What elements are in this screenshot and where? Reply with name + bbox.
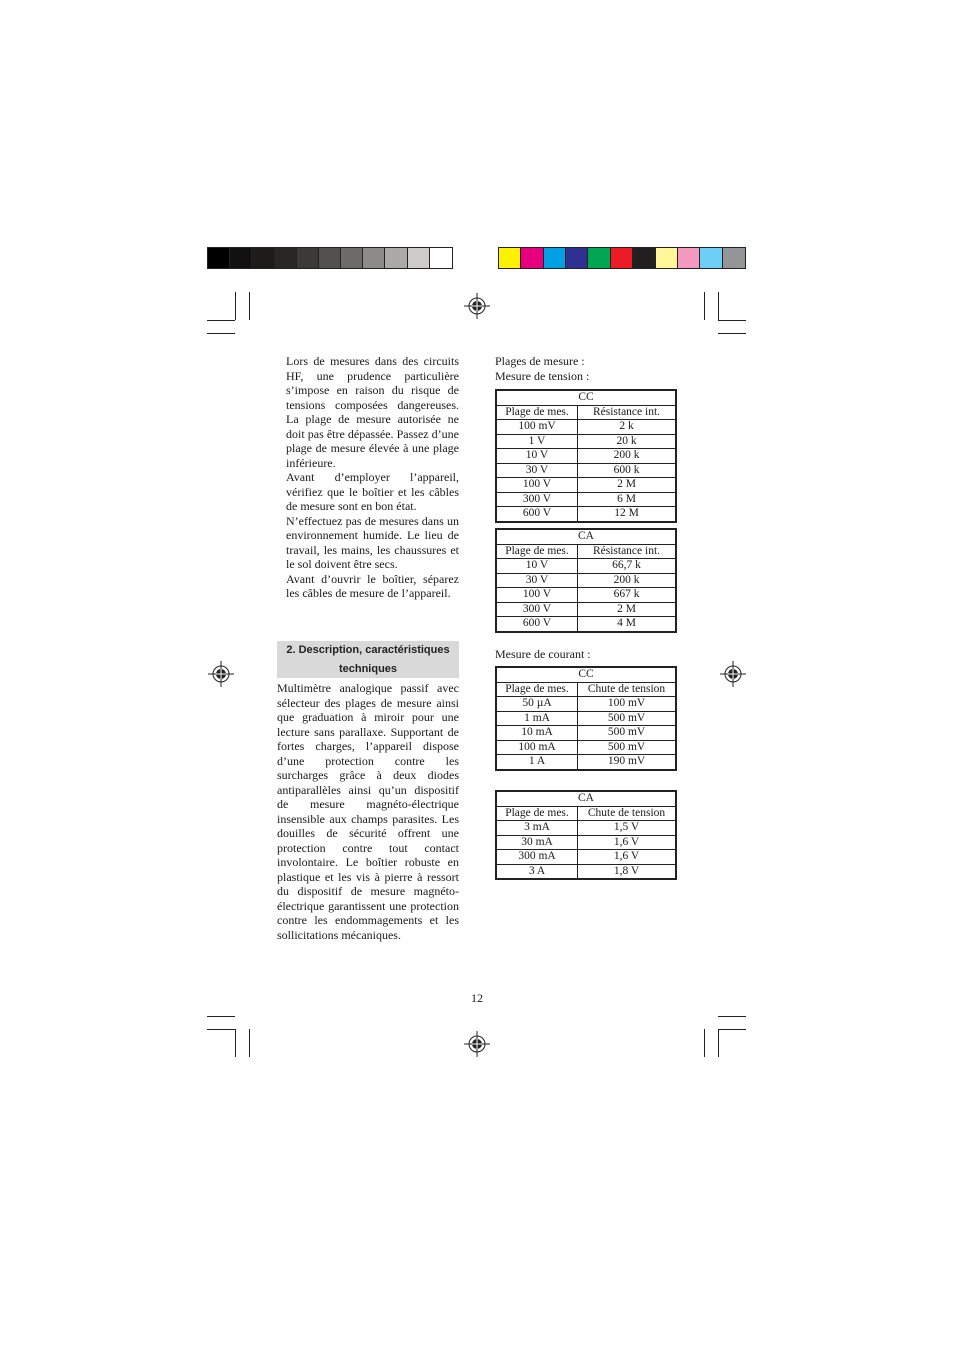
table-row	[496, 559, 676, 574]
table-row	[496, 573, 676, 588]
value-cell: 1,6 V	[578, 850, 677, 865]
value-cell: 667 k	[578, 588, 677, 603]
color-swatch	[363, 248, 385, 268]
crop-mark	[704, 292, 705, 320]
crop-mark	[718, 320, 746, 321]
value-cell: 12 M	[578, 507, 677, 522]
crop-mark	[249, 292, 250, 320]
dc-voltage-table	[495, 389, 677, 523]
column-header: Plage de mes.	[496, 806, 578, 821]
column-header: Chute de tension	[578, 806, 677, 821]
table-row	[496, 602, 676, 617]
table-header-row	[496, 544, 676, 559]
registration-target-icon	[464, 293, 490, 319]
paragraph: Multimètre analogique passif avec sélecteur des plages de mesure ainsi que graduation à miroir pour une lecture sans parallaxe. Supportant de fortes charges, l’appareil dispose d’une protection contre les surcharges grâce à deux diodes antiparallèles ainsi qu’un dispositif de mesure magnéto-électrique insensible aux champs parasites. Les douilles de sécurité offrent une protection contre tout contact involontaire. Le boîtier robuste en plastique et les vis à pierre à ressort du dispositif de mesure magnéto-électrique garantissent une protection contre les endommagements et les sollicitations mécaniques.	[277, 681, 459, 942]
safety-instructions	[286, 354, 459, 601]
ac-voltage-table	[495, 528, 677, 633]
table-title: CA	[496, 529, 676, 544]
crop-mark	[249, 1029, 250, 1057]
paragraph: Avant d’ouvrir le boîtier, séparez les câbles de mesure de l’appareil.	[286, 571, 459, 600]
table-row	[496, 850, 676, 865]
page-number: 12	[471, 991, 483, 1005]
color-calibration-bar	[498, 247, 746, 269]
table-row	[496, 697, 676, 712]
value-cell: 100 mV	[578, 697, 677, 712]
paragraph: N’effectuez pas de mesures dans un environnement humide. Le lieu de travail, les mains, les chaussures et le sol doivent être secs.	[286, 513, 459, 571]
range-cell: 1 mA	[496, 711, 578, 726]
range-cell: 100 mA	[496, 740, 578, 755]
color-swatch	[723, 248, 745, 268]
column-header: Plage de mes.	[496, 544, 578, 559]
table-row	[496, 507, 676, 522]
registration-target-icon	[208, 661, 234, 687]
value-cell: 200 k	[578, 449, 677, 464]
color-swatch	[297, 248, 319, 268]
color-swatch	[319, 248, 341, 268]
crop-mark	[235, 292, 236, 320]
crop-mark	[718, 292, 719, 320]
crop-mark	[235, 1029, 236, 1057]
color-swatch	[275, 248, 297, 268]
value-cell: 500 mV	[578, 711, 677, 726]
value-cell: 1,8 V	[578, 864, 677, 879]
value-cell: 500 mV	[578, 740, 677, 755]
range-cell: 300 V	[496, 492, 578, 507]
crop-mark	[704, 1029, 705, 1057]
color-swatch	[611, 248, 633, 268]
color-swatch	[678, 248, 700, 268]
range-cell: 3 A	[496, 864, 578, 879]
crop-mark	[207, 1029, 235, 1030]
table-row	[496, 434, 676, 449]
crop-mark	[718, 333, 746, 334]
column-header: Résistance int.	[578, 405, 677, 420]
color-swatch	[408, 248, 430, 268]
range-cell: 600 V	[496, 617, 578, 632]
ac-current-table	[495, 790, 677, 880]
value-cell: 20 k	[578, 434, 677, 449]
crop-mark	[207, 333, 235, 334]
range-cell: 30 V	[496, 463, 578, 478]
color-swatch	[700, 248, 722, 268]
table-row	[496, 864, 676, 879]
measurement-ranges-label: Plages de mesure :	[495, 354, 585, 368]
color-swatch	[252, 248, 274, 268]
table-row	[496, 711, 676, 726]
paragraph: Lors de mesures dans des circuits HF, une prudence particulière s’impose en raison du risque de tensions composées dangereuses. La plage de mesure autorisée ne doit pas être dépassée. Passez d’une plage de mesure élevée à une plage inférieure.	[286, 354, 459, 470]
range-cell: 50 µA	[496, 697, 578, 712]
color-swatch	[633, 248, 655, 268]
table-row	[496, 588, 676, 603]
value-cell: 1,5 V	[578, 821, 677, 836]
paragraph: Avant d’employer l’appareil, vérifiez que le boîtier et les câbles de mesure sont en bon état.	[286, 470, 459, 513]
dc-current-table	[495, 666, 677, 771]
table-row	[496, 463, 676, 478]
crop-mark	[207, 320, 235, 321]
value-cell: 4 M	[578, 617, 677, 632]
value-cell: 500 mV	[578, 726, 677, 741]
table-row	[496, 617, 676, 632]
value-cell: 1,6 V	[578, 835, 677, 850]
registration-target-icon	[720, 661, 746, 687]
table-header-row	[496, 806, 676, 821]
table-header-row	[496, 405, 676, 420]
section-heading	[277, 641, 459, 678]
table-row	[496, 835, 676, 850]
color-swatch	[385, 248, 407, 268]
table-row	[496, 821, 676, 836]
current-measurement-label: Mesure de courant :	[495, 647, 591, 661]
range-cell: 1 V	[496, 434, 578, 449]
table-row	[496, 492, 676, 507]
color-swatch	[341, 248, 363, 268]
value-cell: 2 M	[578, 602, 677, 617]
range-cell: 100 V	[496, 588, 578, 603]
range-cell: 100 mV	[496, 420, 578, 435]
range-cell: 10 mA	[496, 726, 578, 741]
color-swatch	[230, 248, 252, 268]
color-swatch	[208, 248, 230, 268]
crop-mark	[718, 1029, 719, 1057]
column-header: Plage de mes.	[496, 682, 578, 697]
value-cell: 200 k	[578, 573, 677, 588]
value-cell: 600 k	[578, 463, 677, 478]
table-title: CC	[496, 390, 676, 405]
table-row	[496, 726, 676, 741]
voltage-measurement-label: Mesure de tension :	[495, 369, 590, 383]
value-cell: 6 M	[578, 492, 677, 507]
table-row	[496, 755, 676, 770]
color-swatch	[499, 248, 521, 268]
range-cell: 30 V	[496, 573, 578, 588]
range-cell: 100 V	[496, 478, 578, 493]
column-header: Chute de tension	[578, 682, 677, 697]
table-header-row	[496, 682, 676, 697]
table-row	[496, 478, 676, 493]
range-cell: 600 V	[496, 507, 578, 522]
table-row	[496, 740, 676, 755]
value-cell: 2 k	[578, 420, 677, 435]
color-swatch	[544, 248, 566, 268]
color-swatch	[588, 248, 610, 268]
column-header: Résistance int.	[578, 544, 677, 559]
range-cell: 300 V	[496, 602, 578, 617]
color-swatch	[656, 248, 678, 268]
table-row	[496, 420, 676, 435]
crop-mark	[207, 1016, 235, 1017]
table-title: CA	[496, 791, 676, 806]
range-cell: 3 mA	[496, 821, 578, 836]
range-cell: 300 mA	[496, 850, 578, 865]
color-swatch	[521, 248, 543, 268]
crop-mark	[718, 1029, 746, 1030]
value-cell: 2 M	[578, 478, 677, 493]
range-cell: 10 V	[496, 449, 578, 464]
value-cell: 66,7 k	[578, 559, 677, 574]
color-swatch	[430, 248, 452, 268]
range-cell: 1 A	[496, 755, 578, 770]
value-cell: 190 mV	[578, 755, 677, 770]
table-row	[496, 449, 676, 464]
grey-calibration-bar	[207, 247, 453, 269]
color-swatch	[566, 248, 588, 268]
range-cell: 10 V	[496, 559, 578, 574]
range-cell: 30 mA	[496, 835, 578, 850]
section-heading-line: techniques	[338, 663, 398, 675]
section-heading-line: 2. Description, caractéristiques	[286, 644, 450, 656]
table-title: CC	[496, 667, 676, 682]
description-text	[277, 681, 459, 942]
column-header: Plage de mes.	[496, 405, 578, 420]
crop-mark	[718, 1016, 746, 1017]
registration-target-icon	[464, 1031, 490, 1057]
